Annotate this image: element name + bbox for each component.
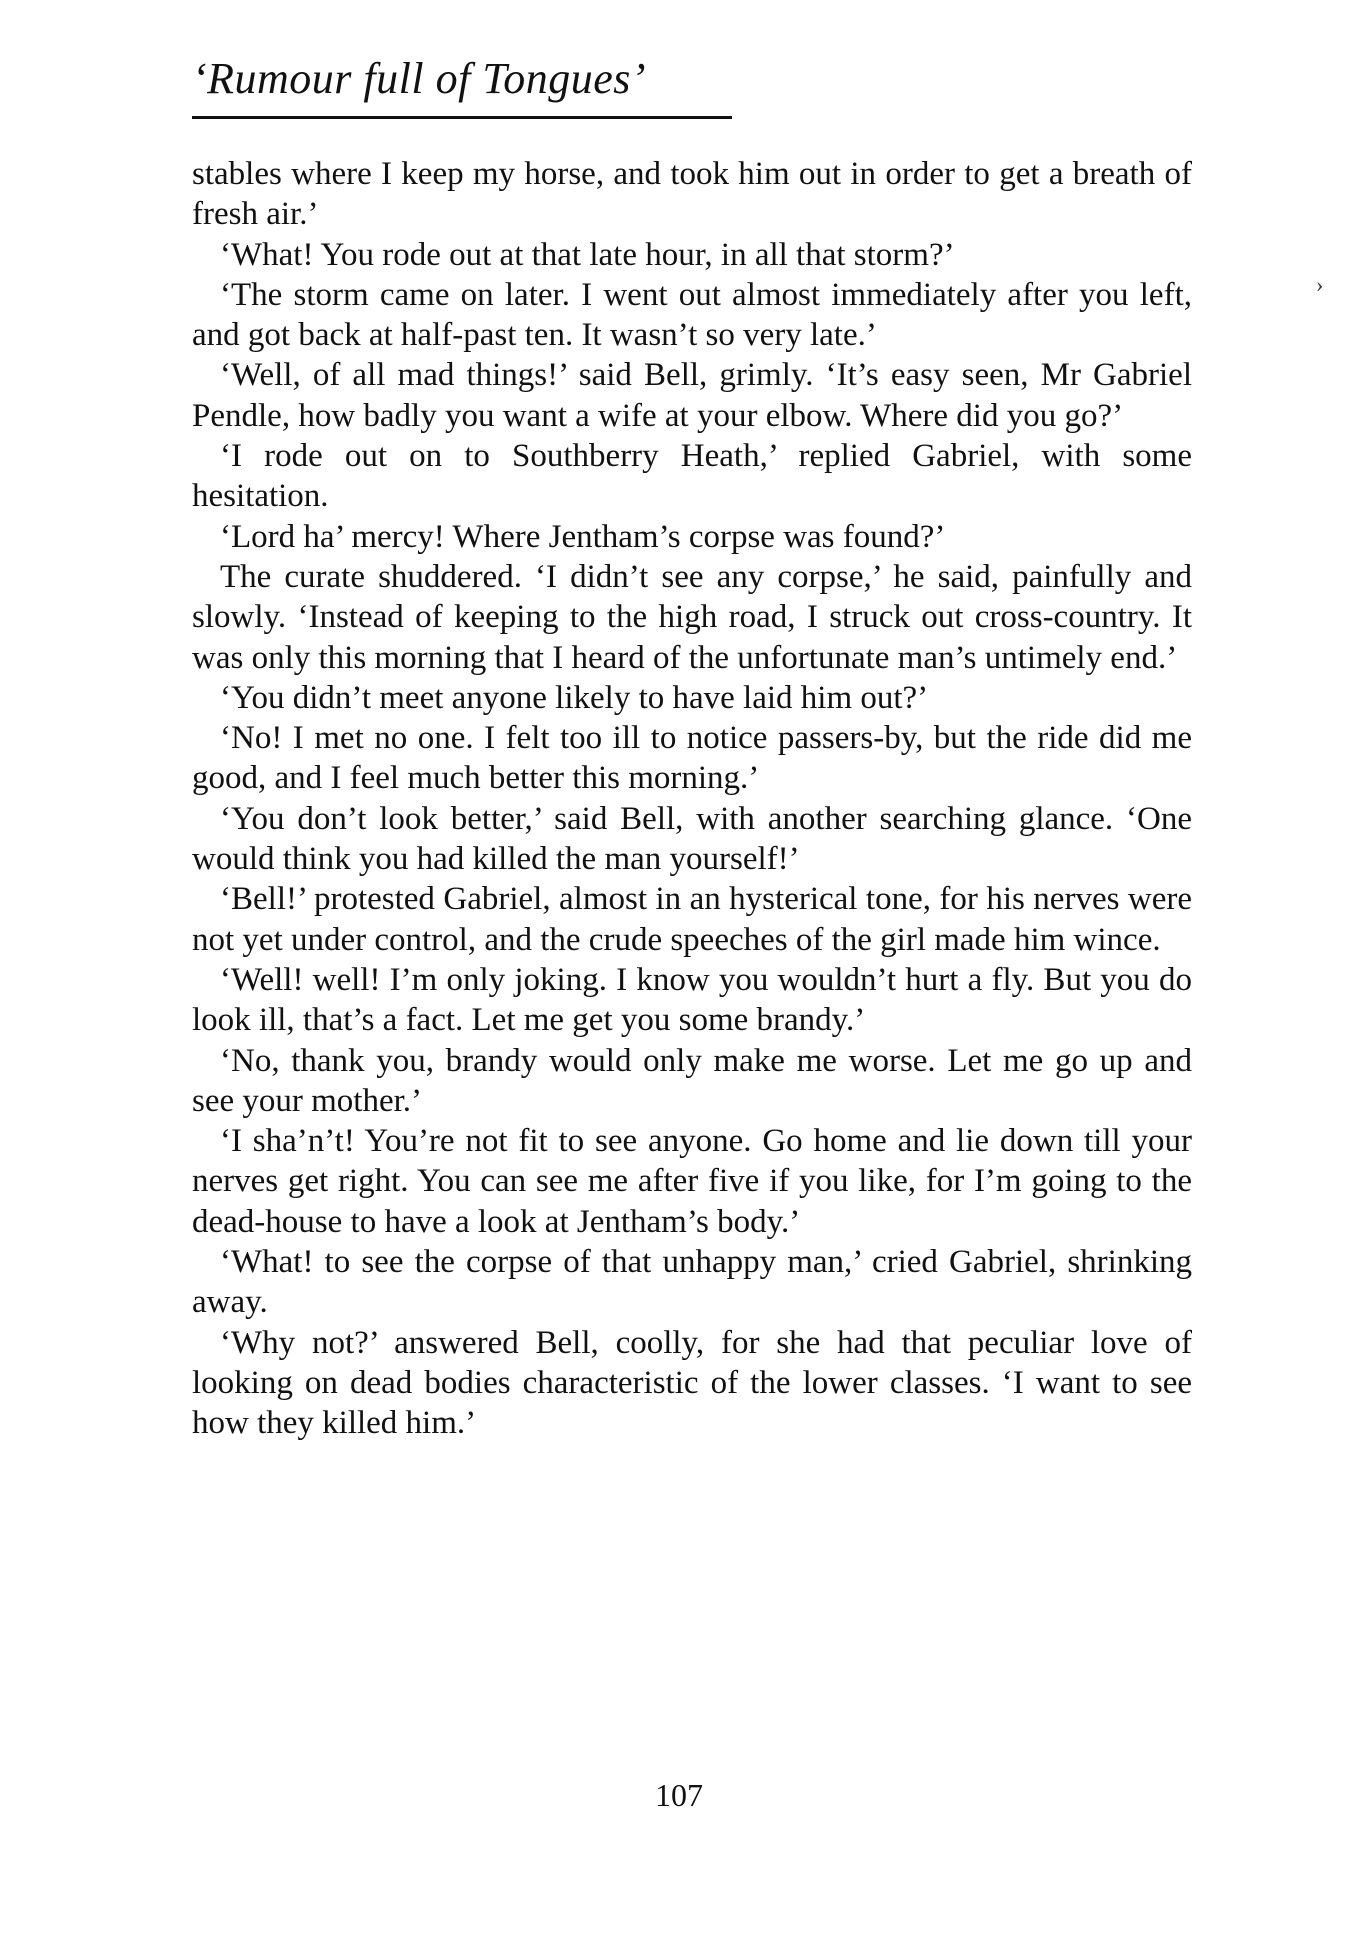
paragraph: ‘No! I met no one. I felt too ill to notice passers-by, but the ride did me good, and I feel much better this morning.’	[192, 720, 1192, 797]
paragraph: ‘What! to see the corpse of that unhappy man,’ cried Gabriel, shrinking away.	[192, 1244, 1192, 1321]
paragraph: ‘Why not?’ answered Bell, coolly, for she had that peculiar love of looking on dead bodies characteristic of the lower classes. ‘I want to see how they killed him.’	[192, 1324, 1192, 1442]
paragraph: ‘I sha’n’t! You’re not fit to see anyone. Go home and lie down till your nerves get right. You can see me after five if you like, for I’m going to the dead-house to have a look at Jentham’s body.’	[192, 1123, 1192, 1240]
header-rule	[192, 116, 732, 119]
paragraph: ‘Well! well! I’m only joking. I know you wouldn’t hurt a fly. But you do look ill, that’s a fact. Let me get you some brandy.’	[192, 961, 1192, 1039]
paragraph: ‘Well, of all mad things!’ said Bell, grimly. ‘It’s easy seen, Mr Gabriel Pendle, how badly you want a wife at your elbow. Where did you go?’	[192, 357, 1192, 434]
paragraph: ‘What! You rode out at that late hour, in all that storm?’	[220, 236, 955, 273]
paragraph: ‘The storm came on later. I went out almost immediately after you left, and got back at half-past ten. It wasn’t so very late.’	[192, 276, 1192, 354]
paragraph: ‘You didn’t meet anyone likely to have laid him out?’	[220, 679, 929, 716]
paragraph: ‘Bell!’ protested Gabriel, almost in an hysterical tone, for his nerves were not yet under control, and the crude speeches of the girl made him wince.	[192, 881, 1192, 958]
body-text	[192, 154, 1192, 1444]
paragraph: stables where I keep my horse, and took him out in order to get a breath of fresh air.’	[192, 156, 1192, 233]
running-head: ‘Rumour full of Tongues’	[192, 54, 647, 103]
paragraph: ‘You don’t look better,’ said Bell, with another searching glance. ‘One would think you had killed the man yourself!’	[192, 800, 1192, 878]
paragraph: The curate shuddered. ‘I didn’t see any corpse,’ he said, painfully and slowly. ‘Instead of keeping to the high road, I struck out cross-country. It was only this morning that I heard of the unfortunate man’s untimely end.’	[192, 558, 1192, 676]
page-number: 107	[655, 1777, 703, 1813]
margin-speck: ›	[1316, 272, 1324, 297]
paragraph: ‘Lord ha’ mercy! Where Jentham’s corpse was found?’	[220, 518, 946, 555]
paragraph: ‘I rode out on to Southberry Heath,’ replied Gabriel, with some hesitation.	[192, 438, 1192, 515]
paragraph: ‘No, thank you, brandy would only make me worse. Let me go up and see your mother.’	[192, 1042, 1192, 1119]
